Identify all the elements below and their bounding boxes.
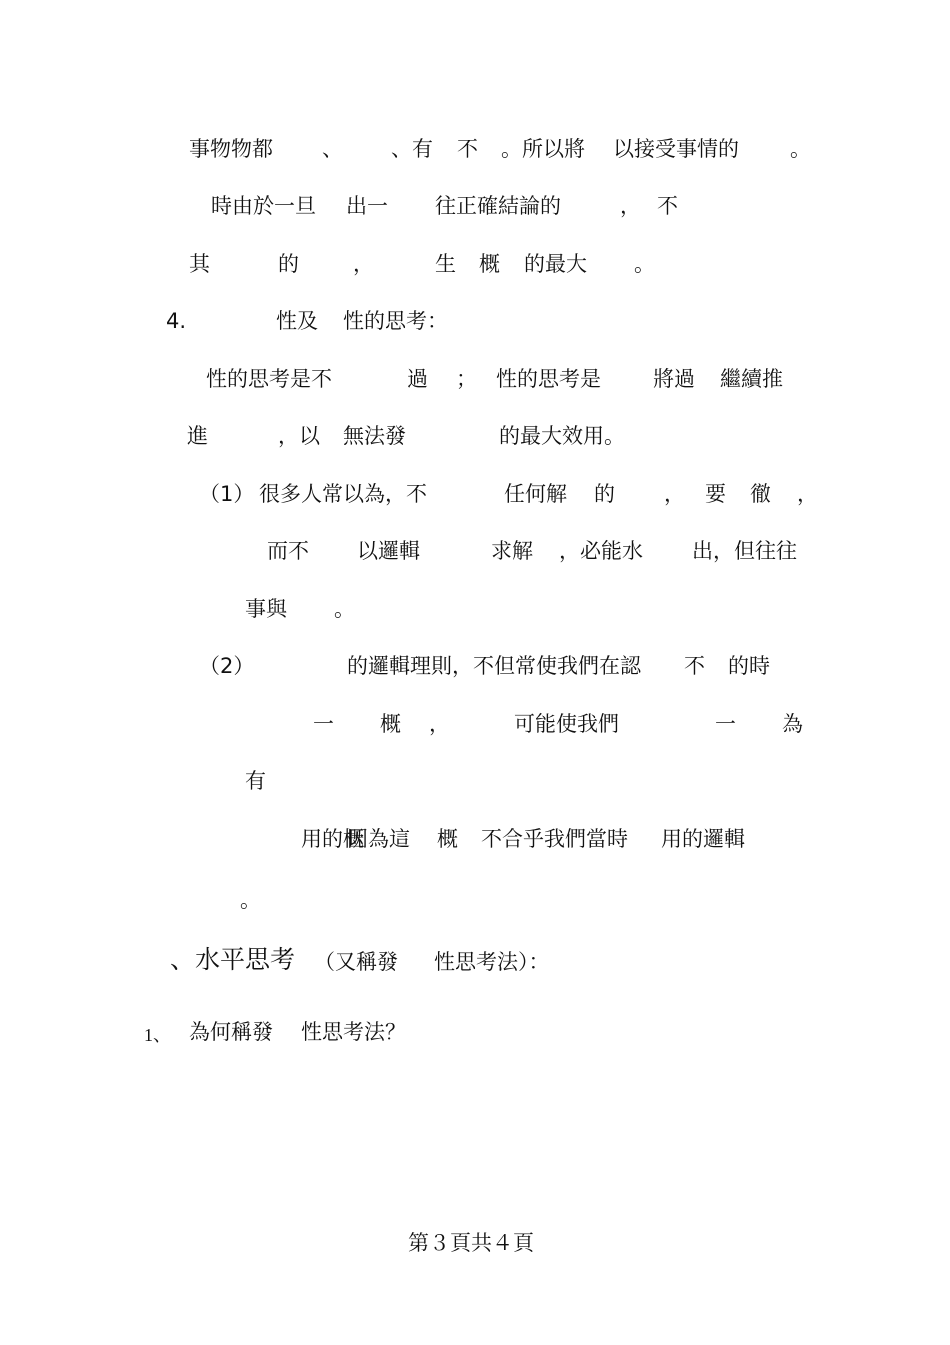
text-fragment: 。 — [240, 888, 261, 912]
section-heading-fragment: 性思考法）： — [434, 950, 550, 974]
text-fragment: 、有 — [391, 137, 433, 161]
text-fragment: 一 — [715, 712, 736, 736]
text-fragment: ，必能水 — [559, 539, 643, 563]
text-fragment: 的 — [278, 252, 299, 276]
text-fragment: 性的思考是不 — [206, 367, 332, 391]
text-fragment: 生 — [435, 252, 456, 276]
text-fragment: 而不 — [267, 539, 309, 563]
text-fragment: 不 — [457, 137, 478, 161]
item-number: （2） — [199, 654, 255, 678]
text-fragment: 用的邏輯 — [661, 827, 745, 851]
text-fragment: 事與 — [245, 597, 287, 621]
text-fragment: ，以 — [278, 424, 320, 448]
text-fragment: 進 — [187, 424, 208, 448]
text-fragment: ， — [429, 712, 450, 736]
text-fragment: 不 — [657, 194, 678, 218]
text-fragment: 出一 — [346, 194, 388, 218]
text-fragment: 繼續推 — [720, 367, 783, 391]
text-fragment: 要 — [705, 482, 726, 506]
text-fragment: ； — [456, 367, 477, 391]
subheading-fragment: 性及 — [276, 309, 318, 333]
text-fragment: 無法發 — [343, 424, 406, 448]
text-fragment: 用的概 — [301, 827, 364, 851]
text-fragment: 、 — [322, 137, 343, 161]
text-fragment: ， — [353, 252, 374, 276]
text-fragment: 一 — [313, 712, 334, 736]
text-fragment: 的最大效用。 — [499, 424, 625, 448]
text-fragment: 將過 — [653, 367, 695, 391]
text-fragment: 過 — [407, 367, 428, 391]
text-fragment: 概 — [479, 252, 500, 276]
text-fragment: 。 — [634, 252, 655, 276]
text-fragment: 。 — [334, 597, 355, 621]
text-fragment: 不 — [684, 654, 705, 678]
item-number: （1） — [199, 482, 255, 506]
text-fragment: ， — [620, 194, 641, 218]
text-fragment: 性思考法？ — [301, 1020, 406, 1044]
text-fragment: 求解 — [491, 539, 533, 563]
text-fragment: 出，但往往 — [692, 539, 797, 563]
text-fragment: 不合乎我們當時 — [481, 827, 628, 851]
text-fragment: 徹 — [750, 482, 771, 506]
text-fragment: 的最大 — [524, 252, 587, 276]
text-fragment: 概 — [437, 827, 458, 851]
text-fragment: 的 — [594, 482, 615, 506]
subheading-fragment: 性的思考： — [343, 309, 448, 333]
text-fragment: 可能使我們 — [514, 712, 619, 736]
text-fragment: 。 — [790, 137, 811, 161]
text-fragment: 以接受事情的 — [613, 137, 739, 161]
text-fragment: 性的思考是 — [496, 367, 601, 391]
text-fragment: ， — [797, 482, 818, 506]
text-fragment: 的邏輯理則，不但常使我們在認 — [347, 654, 641, 678]
text-fragment: 任何解 — [504, 482, 567, 506]
text-fragment: 以邏輯 — [357, 539, 420, 563]
text-fragment: 事物物都 — [189, 137, 273, 161]
text-fragment: 為 — [782, 712, 803, 736]
text-fragment: 概 — [380, 712, 401, 736]
list-number: 1、 — [144, 1025, 171, 1045]
text-fragment: 其 — [189, 252, 210, 276]
list-number: 4. — [166, 309, 187, 333]
page-number: 第３頁共４頁 — [408, 1231, 534, 1255]
section-heading: 、水平思考 — [170, 945, 296, 974]
text-fragment: 為何稱發 — [189, 1020, 273, 1044]
section-heading-fragment: （又稱發 — [314, 950, 398, 974]
text-fragment: 的時 — [728, 654, 770, 678]
text-fragment: 很多人常以為，不 — [259, 482, 427, 506]
text-fragment: ， — [664, 482, 685, 506]
text-fragment: 有 — [245, 769, 266, 793]
text-fragment: 往正確結論的 — [435, 194, 561, 218]
text-fragment: 時由於一旦 — [211, 194, 316, 218]
text-fragment: 。所以將 — [501, 137, 585, 161]
text-fragment: 因為這 — [347, 827, 410, 851]
